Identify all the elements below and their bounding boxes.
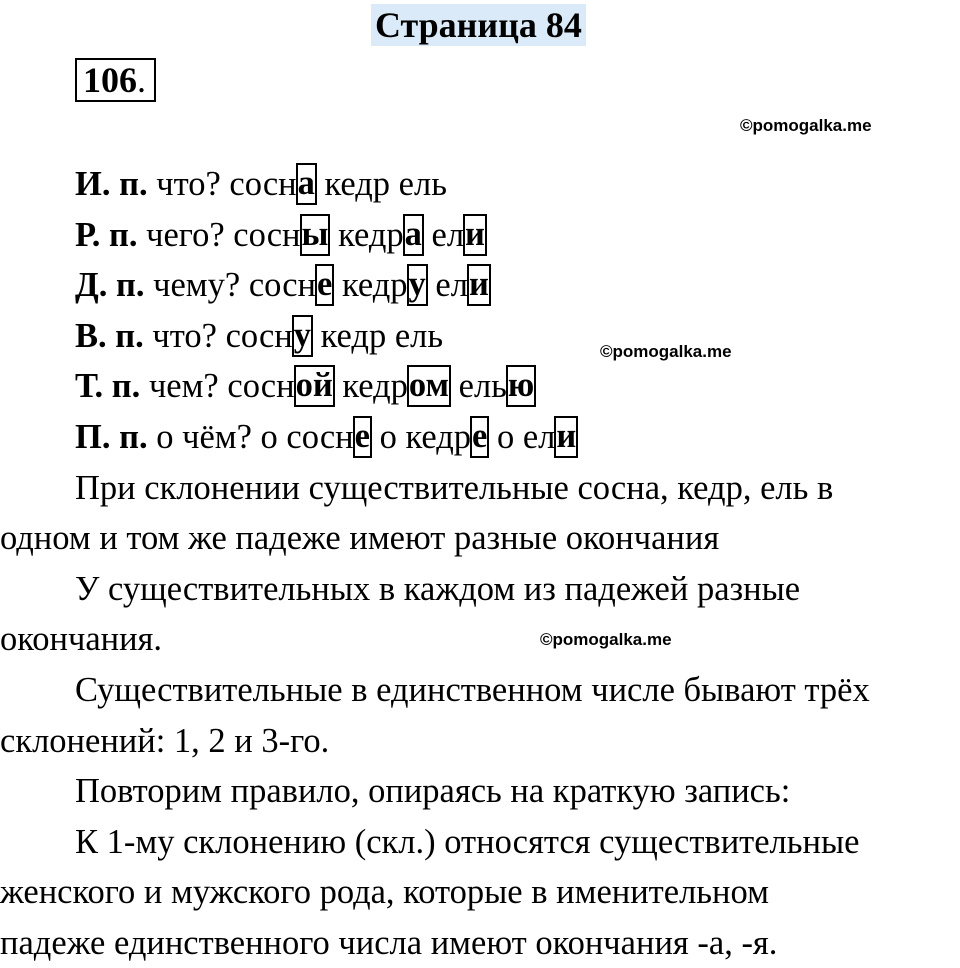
word xyxy=(324,165,390,203)
case-row xyxy=(75,210,486,260)
word xyxy=(321,317,387,355)
word-stem: ель xyxy=(394,316,444,355)
watermark: ©pomogalka.me xyxy=(600,342,732,361)
case-row xyxy=(75,412,577,462)
word xyxy=(249,266,334,304)
text-line: У существительных в каждом из падежей разные xyxy=(75,569,801,608)
word-stem: о сосн xyxy=(260,418,354,456)
word-stem: кедр xyxy=(341,266,408,305)
word xyxy=(459,367,536,405)
word-ending: ю xyxy=(507,366,535,405)
case-label: П. п. xyxy=(75,418,148,456)
case-label: Р. п. xyxy=(75,215,138,254)
word-ending: у xyxy=(293,315,312,354)
exercise-number xyxy=(75,58,156,102)
word xyxy=(233,216,329,254)
word-ending: и xyxy=(465,214,485,253)
word-stem: о ел xyxy=(496,418,556,456)
word-stem: сосн xyxy=(225,316,293,355)
page-title: Страница 84 xyxy=(371,4,586,46)
word-stem: сосн xyxy=(233,215,301,254)
case-label: И. п. xyxy=(75,165,148,203)
word-ending: ом xyxy=(408,366,450,405)
case-label: Д. п. xyxy=(75,266,145,305)
word-stem: сосн xyxy=(227,367,295,406)
word-stem: кедр xyxy=(320,316,387,355)
word xyxy=(229,165,315,203)
word xyxy=(395,317,443,355)
word-ending: у xyxy=(408,265,426,304)
word-stem: ел xyxy=(431,215,465,254)
case-question: что? xyxy=(152,316,217,355)
word-ending: ы xyxy=(301,214,329,253)
word-stem: кедр xyxy=(342,367,408,406)
word-stem: ель xyxy=(458,367,507,406)
word-stem: сосн xyxy=(229,165,297,203)
case-row xyxy=(75,361,535,411)
case-row xyxy=(75,260,490,310)
watermark: ©pomogalka.me xyxy=(740,116,872,135)
text-line: одном и том же падеже имеют разные окончания xyxy=(0,519,720,558)
text-line: При склонении существительные сосна, кедр, ель в xyxy=(75,468,834,507)
case-question: чему? xyxy=(153,266,241,305)
case-row xyxy=(75,311,443,361)
case-label: Т. п. xyxy=(75,367,141,406)
word-ending: и xyxy=(556,417,577,456)
word xyxy=(435,266,489,304)
word-ending: и xyxy=(468,265,489,304)
word-stem: кедр xyxy=(324,165,391,203)
word xyxy=(380,418,489,456)
word xyxy=(342,266,427,304)
word-stem: сосн xyxy=(248,266,317,305)
word xyxy=(226,317,312,355)
case-question: чего? xyxy=(146,215,225,254)
text-line: женского и мужского рода, которые в именительном xyxy=(0,873,769,912)
text-line: Существительные в единственном числе бывают трёх xyxy=(75,671,870,709)
word xyxy=(227,367,333,405)
word-ending: е xyxy=(354,417,370,456)
text-line: окончания. xyxy=(0,620,163,659)
case-question: чем? xyxy=(148,367,219,406)
word xyxy=(261,418,371,456)
text-line: падеже единственного числа имеют окончания -а, -я. xyxy=(0,924,778,962)
text-line: Повторим правило, опираясь на краткую запись: xyxy=(75,772,791,811)
case-question: что? xyxy=(156,165,221,203)
text-line: К 1-му склонению (скл.) относятся существительные xyxy=(75,822,860,861)
watermark: ©pomogalka.me xyxy=(540,630,672,649)
case-row xyxy=(75,159,447,209)
word-ending: е xyxy=(472,417,488,456)
case-label: В. п. xyxy=(75,316,144,355)
exercise-number-dot: . xyxy=(137,60,146,100)
word-ending: а xyxy=(297,164,315,203)
word-ending: е xyxy=(317,265,333,304)
word xyxy=(432,216,486,254)
word xyxy=(338,216,423,254)
case-question: о чём? xyxy=(156,418,252,456)
exercise-number-text: 106 xyxy=(83,60,137,100)
word-stem: ель xyxy=(398,165,447,203)
word-stem: ел xyxy=(435,266,468,305)
word xyxy=(342,367,450,405)
word-stem: кедр xyxy=(338,215,404,254)
word-stem: о кедр xyxy=(379,418,472,456)
word xyxy=(497,418,577,456)
word xyxy=(399,165,447,203)
word-ending: а xyxy=(404,214,422,253)
word-ending: ой xyxy=(295,366,333,405)
text-line: склонений: 1, 2 и 3-го. xyxy=(0,721,330,760)
